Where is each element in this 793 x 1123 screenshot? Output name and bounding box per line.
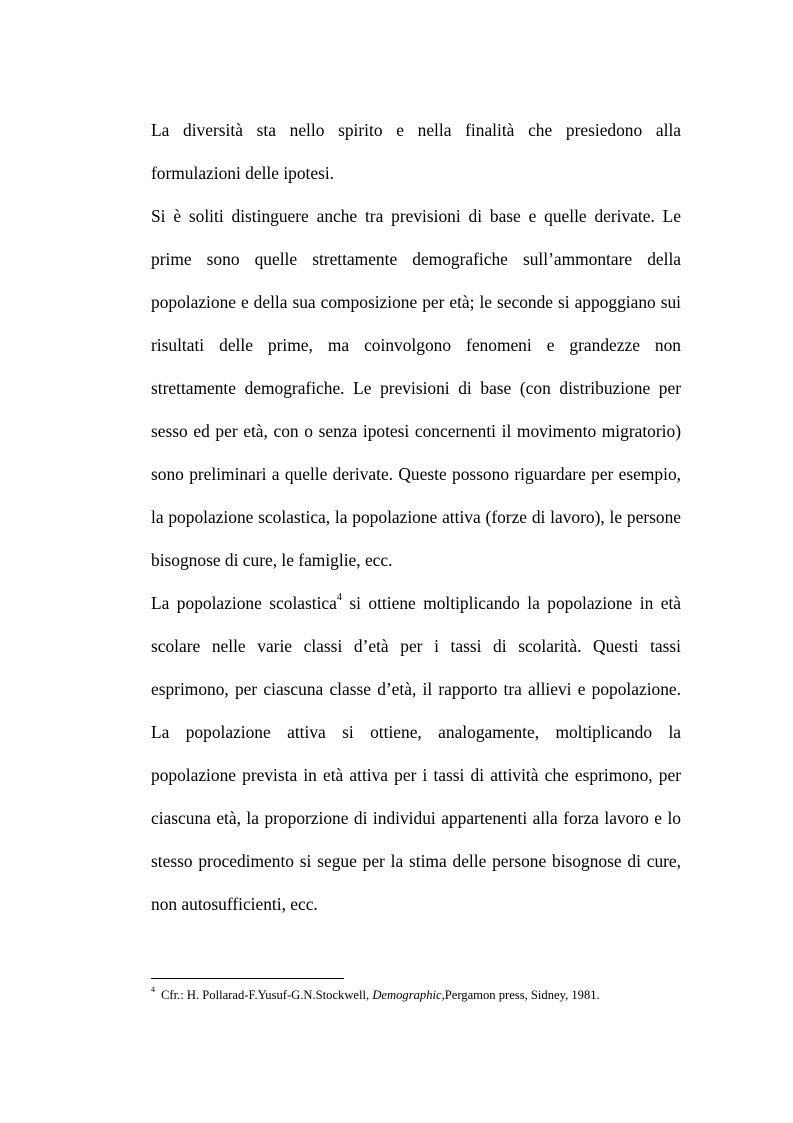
paragraph-diversita: La diversità sta nello spirito e nella finalità che presiedono alla formulazioni delle ipotesi. (151, 120, 681, 183)
footnote-citation-suffix: Pergamon press, Sidney, 1981. (444, 988, 600, 1002)
footnote-separator (151, 978, 344, 979)
paragraph-popolazione-scolastica (151, 582, 681, 926)
paragraph-text-before-ref: La popolazione scolastica (151, 593, 337, 613)
footnote-citation-title: Demographic, (372, 988, 445, 1002)
footnote-citation-prefix: Cfr.: H. Pollarad-F.Yusuf-G.N.Stockwell, (161, 988, 373, 1002)
footnote-number: 4 (151, 984, 155, 994)
footnote (151, 986, 691, 1004)
footnote-reference[interactable]: 4 (336, 592, 342, 604)
body-text (151, 109, 681, 926)
paragraph-previsioni: Si è soliti distinguere anche tra previsioni di base e quelle derivate. Le prime sono quelle strettamente demografiche sull’ammontare della popolazione e della sua composizione per età; le seconde si appoggiano sui risultati delle prime, ma coinvolgono fenomeni e grandezze non strettamente demografiche. Le previsioni di base (con distribuzione per sesso ed per età, con o senza ipotesi concernenti il movimento migratorio) sono preliminari a quelle derivate. Queste possono riguardare per esempio, la popolazione scolastica, la popolazione attiva (forze di lavoro), le persone bisognose di cure, le famiglie, ecc. (151, 206, 681, 570)
paragraph-text-after-ref: si ottiene moltiplicando la popolazione in età scolare nelle varie classi d’età per i tassi di scolarità. Questi tassi esprimono, per ciascuna classe d’età, il rapporto tra allievi e popolazione. La popolazione attiva si ottiene, analogamente, moltiplicando la popolazione prevista in età attiva per i tassi di attività che esprimono, per ciascuna età, la proporzione di individui appartenenti alla forza lavoro e lo stesso procedimento si segue per la stima delle persone bisognose di cure, non autosufficienti, ecc. (151, 593, 681, 914)
